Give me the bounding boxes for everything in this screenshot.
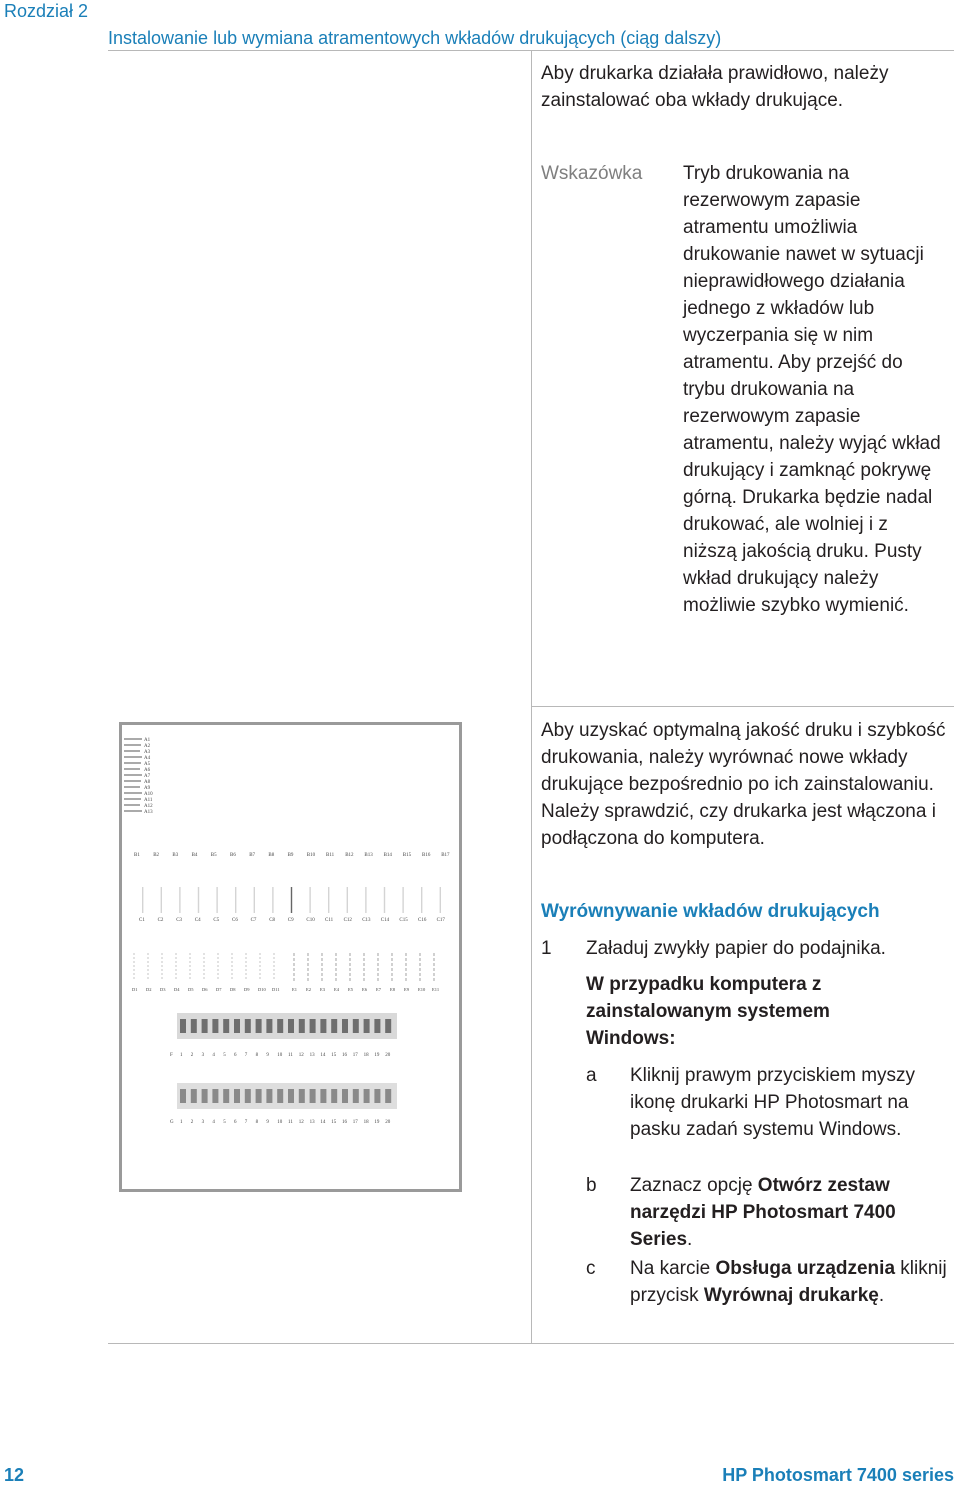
substep-a-letter: a [586,1065,597,1086]
column-divider [531,50,532,1344]
row-f-label: 13 [309,1053,315,1058]
row-f-label: 17 [352,1053,358,1058]
row-c-label: C11 [325,918,334,923]
row-c-bar [384,887,385,913]
row-d-label: D11 [272,987,280,992]
row-f-bar [180,1019,186,1033]
row-g-bar [353,1089,359,1103]
row-c-label: C6 [232,918,238,923]
row-b-label: B10 [306,853,316,858]
row-a-label: A11 [144,798,153,803]
row-d-label: D9 [244,987,250,992]
row-b-label: B9 [287,853,294,858]
row-f-bar [320,1019,326,1033]
row-d-label: D2 [146,987,152,992]
row-d-label: D8 [230,987,236,992]
row-g-label: 16 [342,1120,347,1125]
row-c-label: C1 [139,918,145,923]
row-f-label: 9 [266,1053,269,1058]
row-d-label: D1 [132,987,138,992]
row-g-bar [277,1089,283,1103]
row-e-label: E1 [292,987,297,992]
row-g-bar [331,1089,337,1103]
row-c-bar [421,887,422,913]
row-c-bar [198,887,199,913]
row-f-label: 2 [190,1053,194,1058]
row-g-label: 10 [277,1120,283,1125]
row-g-bar [364,1089,370,1103]
row-c-label: C10 [306,918,315,923]
row-a-label: A6 [144,768,151,773]
substep-c-letter: c [586,1258,596,1279]
row-c-label: C4 [194,918,201,923]
row-g-label: 12 [298,1120,304,1125]
row-e-label: E7 [376,987,381,992]
row-b-label: B16 [422,853,431,858]
row-c-bar [216,887,217,913]
toolbox-option: Otwórz zestaw narzędzi HP Photosmart 7400 Series [630,1175,896,1250]
row-f-label: 7 [244,1053,248,1058]
row-g-bar [212,1089,218,1103]
product-name: HP Photosmart 7400 series [722,1465,954,1485]
row-f-bar [342,1019,348,1033]
alignment-heading: Wyrównywanie wkładów drukujących [541,901,880,922]
row-a-label: A2 [144,744,151,749]
row-c-label: C12 [343,918,352,923]
row-b-label: B6 [230,853,236,858]
page-number: 12 [4,1465,25,1485]
row-a-label: A1 [144,738,151,743]
row-f-bar [310,1019,316,1033]
alignment-page-image [122,725,459,1189]
row-c-bar [328,887,329,913]
row-f-label: 6 [234,1053,237,1058]
row-e-label: E11 [432,987,440,992]
row-c-label: C7 [250,918,257,923]
row-c-bar [402,887,403,913]
row-b-label: B12 [345,853,354,858]
row-a-label: A12 [144,804,153,809]
windows-subheading: W przypadku komputera z zainstalowanym systemem Windows: [586,974,830,1049]
row-g-bar [374,1089,380,1103]
row-g-label: 13 [309,1120,315,1125]
substep-c-text: Na karcie Obsługa urządzenia kliknij przycisk Wyrównaj drukarkę. [630,1258,947,1306]
bottom-divider [108,1343,954,1344]
row-g-label: 14 [320,1120,326,1125]
row-d-label: D4 [174,987,180,992]
row-e-label: E10 [418,987,426,992]
row-b-label: B5 [210,853,217,858]
row-f-label: 5 [223,1053,226,1058]
row-f-label: 20 [385,1053,391,1058]
row-f-label: 4 [212,1053,215,1058]
row-g-bar [223,1089,229,1103]
row-a-label: A5 [144,762,151,767]
align-printer-button: Wyrównaj drukarkę [703,1285,879,1306]
row-c-label: C16 [418,918,427,923]
row-e-label: E6 [362,987,367,992]
row-c-bar [254,887,255,913]
row-c-label: C13 [362,918,371,923]
row-c-bar [235,887,236,913]
row-c-bar [365,887,366,913]
row-c-label: C8 [269,918,276,923]
section-title: Instalowanie lub wymiana atramentowych wkładów drukujących (ciąg dalszy) [108,28,722,48]
row-g-label: 20 [385,1120,391,1125]
row-a-label: A3 [144,750,151,755]
row-f-bar [266,1019,272,1033]
row-f-label: 14 [320,1053,326,1058]
row-g-bar [245,1089,251,1103]
substep-a-text: Kliknij prawym przyciskiem myszy ikonę drukarki HP Photosmart na pasku zadań systemu Windows. [630,1065,916,1140]
row-b-label: B7 [249,853,256,858]
row-g-label: 15 [331,1120,337,1125]
row-f-bar [191,1019,197,1033]
row-c-label: C9 [287,918,294,923]
row-g-label: 11 [288,1120,293,1125]
row-d-label: D3 [160,987,166,992]
row-c-bar [440,887,441,913]
row-c-label: C17 [436,918,445,923]
row-f-bar [353,1019,359,1033]
row-a-label: A13 [144,810,153,815]
row-d-label: D5 [188,987,194,992]
row-b-label: B13 [364,853,373,858]
row-e-label: E9 [404,987,409,992]
row-c-bar [179,887,180,913]
row-c-bar [309,887,310,913]
row-f-label: 19 [374,1053,380,1058]
row-f-bar [223,1019,229,1033]
row-b-label: B8 [268,853,275,858]
row-g-bar [180,1089,186,1103]
row-f-bar [245,1019,251,1033]
row-g-label: 4 [212,1120,215,1125]
row-f-bar [256,1019,262,1033]
row-e-label: E2 [306,987,311,992]
row-b-label: B17 [441,853,450,858]
row-f-bar [202,1019,208,1033]
row-f-bar [234,1019,240,1033]
step-text: Załaduj zwykły papier do podajnika. [586,938,886,959]
row-f-label: 1 [180,1053,183,1058]
row-g-label: 6 [234,1120,237,1125]
row-c-bar [291,887,292,913]
row-a-label: A10 [144,792,153,797]
row-g-label: 1 [180,1120,183,1125]
row-g-bar [288,1089,294,1103]
row-d-label: D7 [216,987,222,992]
row-g-bar [234,1089,240,1103]
row-f-bar [277,1019,283,1033]
row-b-label: B11 [326,853,335,858]
substep-b-letter: b [586,1175,597,1196]
intro-paragraph: Aby drukarka działała prawidłowo, należy zainstalować oba wkłady drukujące. [541,63,889,111]
row-f-bar [385,1019,391,1033]
row-b-label: B14 [383,853,392,858]
row-b-label: B4 [191,853,198,858]
row-g-bar [191,1089,197,1103]
row-g-label: 18 [363,1120,369,1125]
row-g-label: 5 [223,1120,226,1125]
row-e-label: E8 [390,987,395,992]
row-a-label: A9 [144,786,151,791]
row-f-label: 10 [277,1053,283,1058]
row-d-label: D6 [202,987,208,992]
row-c-label: C3 [176,918,183,923]
row-f-label: 8 [255,1053,259,1058]
tip-divider [532,706,954,707]
alignment-page-figure [119,722,462,1192]
row-f-label: 3 [201,1053,205,1058]
row-g-label: 9 [266,1120,269,1125]
row-b-label: B1 [134,853,140,858]
row-a-label: A8 [144,780,151,785]
row-g-bar [266,1089,272,1103]
row-c-bar [347,887,348,913]
tip-label: Wskazówka [541,163,643,184]
row-a-label: A7 [144,774,151,779]
row-c-bar [142,887,143,913]
row-b-label: B3 [172,853,179,858]
row-f-label: F [170,1053,173,1058]
row-b-label: B15 [402,853,412,858]
row-b-label: B2 [153,853,160,858]
row-f-label: 15 [331,1053,337,1058]
row-g-bar [385,1089,391,1103]
row-a-label: A4 [144,756,151,761]
row-f-label: 16 [342,1053,347,1058]
row-f-bar [364,1019,370,1033]
chapter-title: Rozdział 2 [4,1,89,21]
row-e-label: E5 [348,987,353,992]
row-f-label: 11 [288,1053,293,1058]
row-g-label: 19 [374,1120,380,1125]
row-f-label: 18 [363,1053,369,1058]
row-c-label: C14 [380,918,390,923]
row-c-label: C5 [213,918,220,923]
row-g-label: 8 [255,1120,259,1125]
row-e-label: E4 [334,987,339,992]
row-g-label: 7 [244,1120,248,1125]
row-g-bar [310,1089,316,1103]
row-f-bar [374,1019,380,1033]
row-c-bar [272,887,273,913]
row-g-bar [299,1089,305,1103]
row-g-label: 3 [201,1120,205,1125]
row-d-label: D10 [258,987,266,992]
row-g-label: 17 [352,1120,358,1125]
row-f-label: 12 [298,1053,304,1058]
row-c-label: C2 [157,918,164,923]
row-f-bar [299,1019,305,1033]
row-c-label: C15 [399,918,408,923]
row-f-bar [288,1019,294,1033]
row-f-bar [331,1019,337,1033]
tip-text: Tryb drukowania na rezerwowym zapasie atramentu umożliwia drukowanie nawet w sytuacji nieprawidłowego działania jednego z wkładów lub wyczerpania się w nim atramentu. Aby przejść do trybu drukowania na rezerwowym zapasie atramentu, należy wyjąć wkład drukujący i zamknąć pokrywę górną. Drukarka będzie nadal drukować, ale wolniej i z niższą jakością druku. Pusty wkład drukujący należy możliwie szybko wymienić. [683,163,941,616]
step-number: 1 [541,938,552,959]
row-g-label: G [170,1120,174,1125]
row-c-bar [161,887,162,913]
row-g-label: 2 [190,1120,194,1125]
row-g-bar [342,1089,348,1103]
row-e-label: E3 [320,987,325,992]
device-services-tab: Obsługa urządzenia [715,1258,896,1279]
row-g-bar [202,1089,208,1103]
alignment-paragraph: Aby uzyskać optymalną jakość druku i szybkość drukowania, należy wyrównać nowe wkłady drukujące bezpośrednio po ich zainstalowaniu. Należy sprawdzić, czy drukarka jest włączona i podłączona do komputera. [541,720,946,849]
row-f-bar [212,1019,218,1033]
substep-b-text: Zaznacz opcję Otwórz zestaw narzędzi HP Photosmart 7400 Series. [630,1175,896,1250]
row-g-bar [256,1089,262,1103]
row-g-bar [320,1089,326,1103]
